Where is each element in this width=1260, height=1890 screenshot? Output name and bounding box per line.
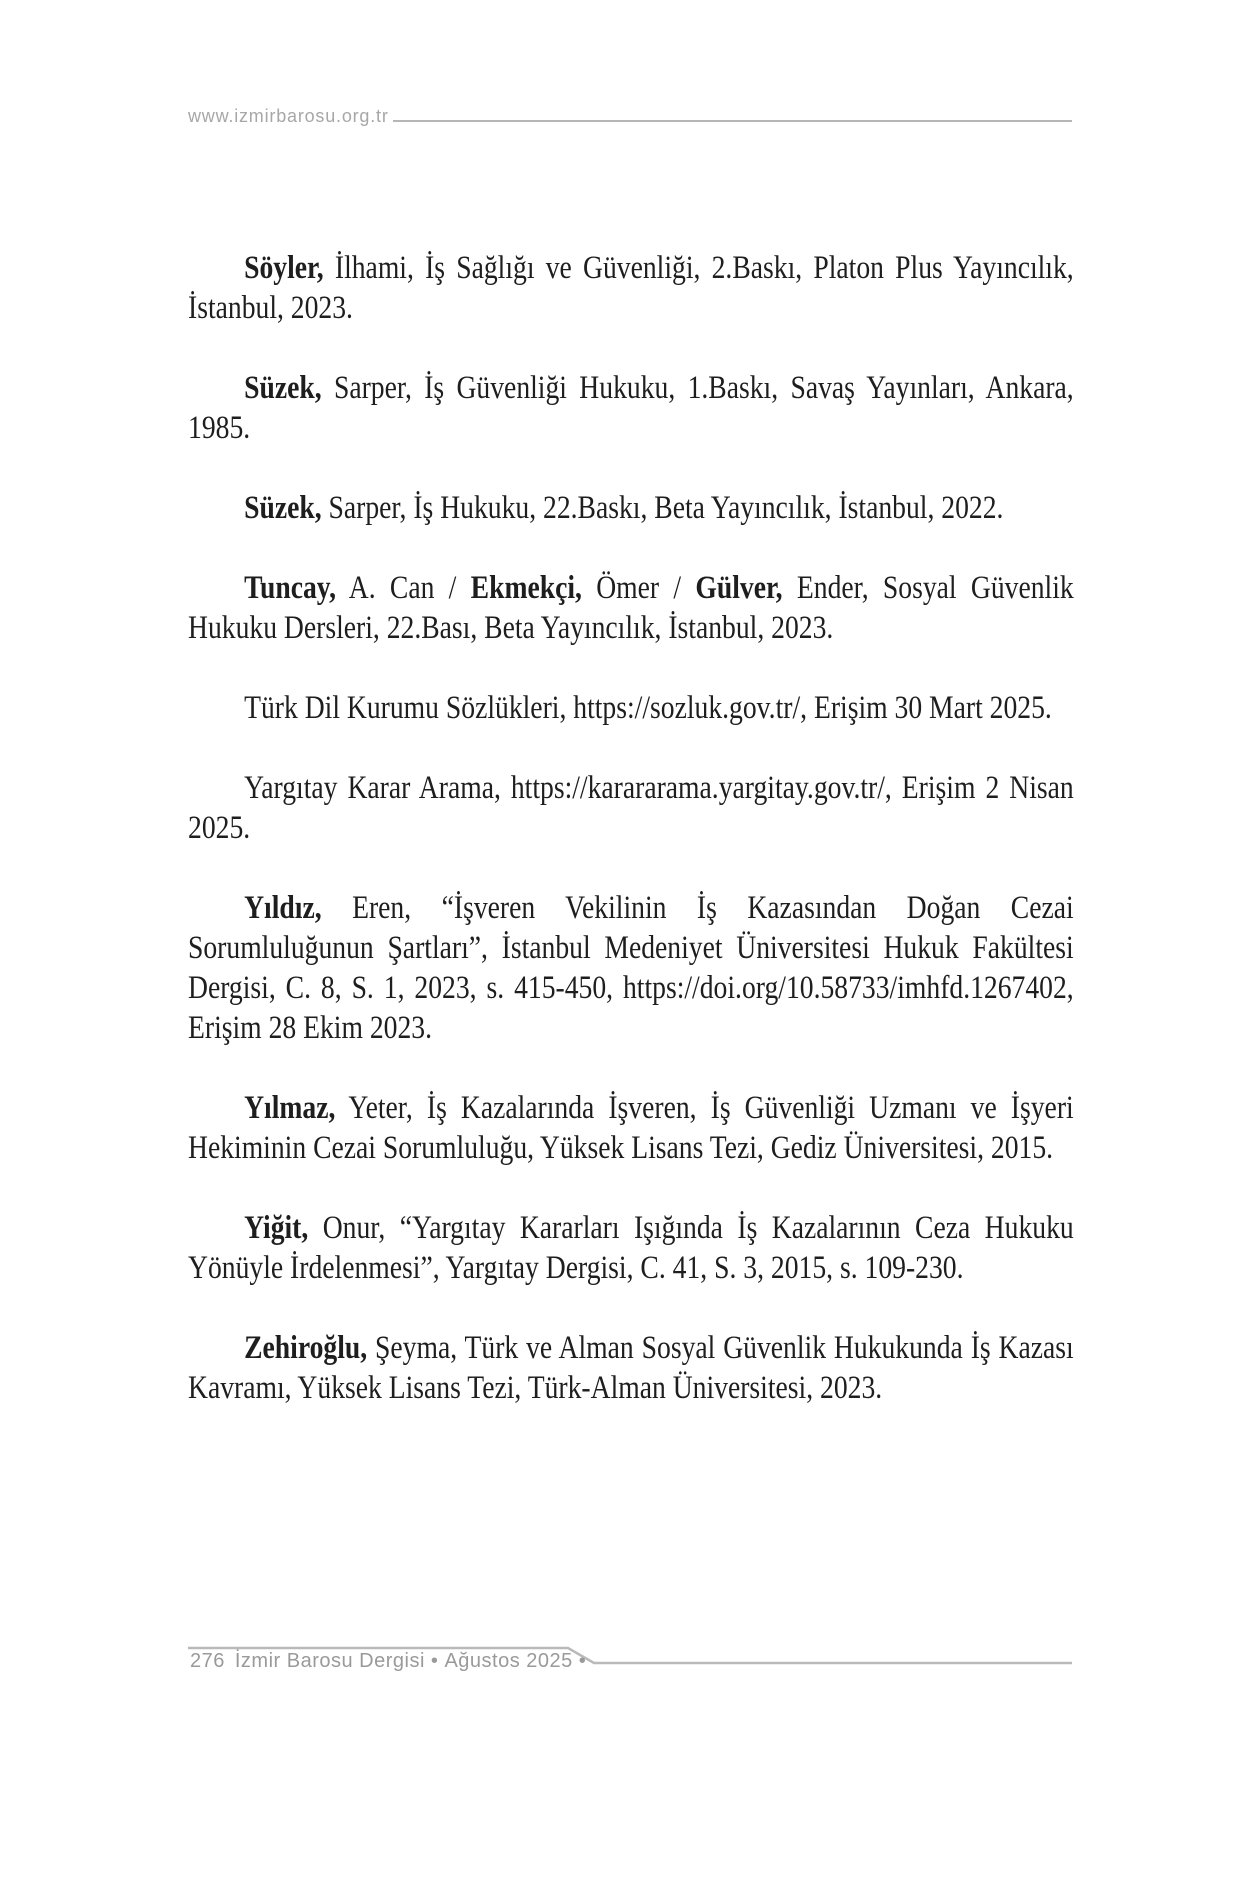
- author-name: Tuncay,: [244, 570, 336, 606]
- author-name: Ekmekçi,: [470, 570, 582, 606]
- author-name: Gülver,: [695, 570, 783, 606]
- issue-date: Ağustos 2025: [444, 1650, 573, 1672]
- author-name: Yılmaz,: [244, 1090, 336, 1126]
- footer-bullet: •: [430, 1650, 439, 1672]
- author-name: Yiğit,: [244, 1210, 309, 1246]
- bibliography-entry: Söyler, İlhami, İş Sağlığı ve Güvenliği, 2.Baskı, Platon Plus Yayıncılık, İstanbul, 2023.: [188, 250, 1074, 326]
- bibliography-entry: Yıldız, Eren, “İşveren Vekilinin İş Kazasından Doğan Cezai Sorumluluğunun Şartları”, İstanbul Medeniyet Üniversitesi Hukuk Fakültesi Dergisi, C. 8, S. 1, 2023, s. 415-450, https://doi.org/10.58733/imhfd.1267402, Erişim 28 Ekim 2023.: [188, 890, 1074, 1046]
- bibliography-entry: Tuncay, A. Can / Ekmekçi, Ömer / Gülver, Ender, Sosyal Güvenlik Hukuku Dersleri, 22.Bası, Beta Yayıncılık, İstanbul, 2023.: [188, 570, 1074, 646]
- header-website-url: www.izmirbarosu.org.tr: [188, 106, 389, 126]
- author-name: Söyler,: [244, 250, 324, 286]
- header-rule: [393, 120, 1072, 122]
- bibliography-entry: Süzek, Sarper, İş Hukuku, 22.Baskı, Beta Yayıncılık, İstanbul, 2022.: [244, 490, 1004, 526]
- page-number: 276: [190, 1650, 225, 1672]
- journal-title: İzmir Barosu Dergisi: [234, 1650, 425, 1672]
- author-name: Zehiroğlu,: [244, 1330, 368, 1366]
- author-name: Süzek,: [244, 370, 322, 406]
- bibliography-entry: Yılmaz, Yeter, İş Kazalarında İşveren, İş Güvenliği Uzmanı ve İşyeri Hekiminin Cezai Sorumluluğu, Yüksek Lisans Tezi, Gediz Üniversitesi, 2015.: [188, 1090, 1074, 1166]
- author-name: Yıldız,: [244, 890, 322, 926]
- page-footer: [190, 1650, 592, 1673]
- page-header: [188, 106, 1072, 127]
- author-name: Süzek,: [244, 490, 322, 526]
- footer-bullet-end: •: [578, 1650, 587, 1672]
- bibliography-entry: Yiğit, Onur, “Yargıtay Kararları Işığında İş Kazalarının Ceza Hukuku Yönüyle İrdelenmesi”, Yargıtay Dergisi, C. 41, S. 3, 2015, s. 109-230.: [188, 1210, 1074, 1286]
- bibliography-entry: Süzek, Sarper, İş Güvenliği Hukuku, 1.Baskı, Savaş Yayınları, Ankara, 1985.: [188, 370, 1074, 446]
- bibliography-entry: Türk Dil Kurumu Sözlükleri, https://sozluk.gov.tr/, Erişim 30 Mart 2025.: [244, 690, 1052, 726]
- bibliography-list: [188, 248, 1074, 1448]
- bibliography-entry: Yargıtay Karar Arama, https://karararama.yargitay.gov.tr/, Erişim 2 Nisan 2025.: [188, 770, 1074, 846]
- bibliography-entry: Zehiroğlu, Şeyma, Türk ve Alman Sosyal Güvenlik Hukukunda İş Kazası Kavramı, Yüksek Lisans Tezi, Türk-Alman Üniversitesi, 2023.: [188, 1330, 1074, 1406]
